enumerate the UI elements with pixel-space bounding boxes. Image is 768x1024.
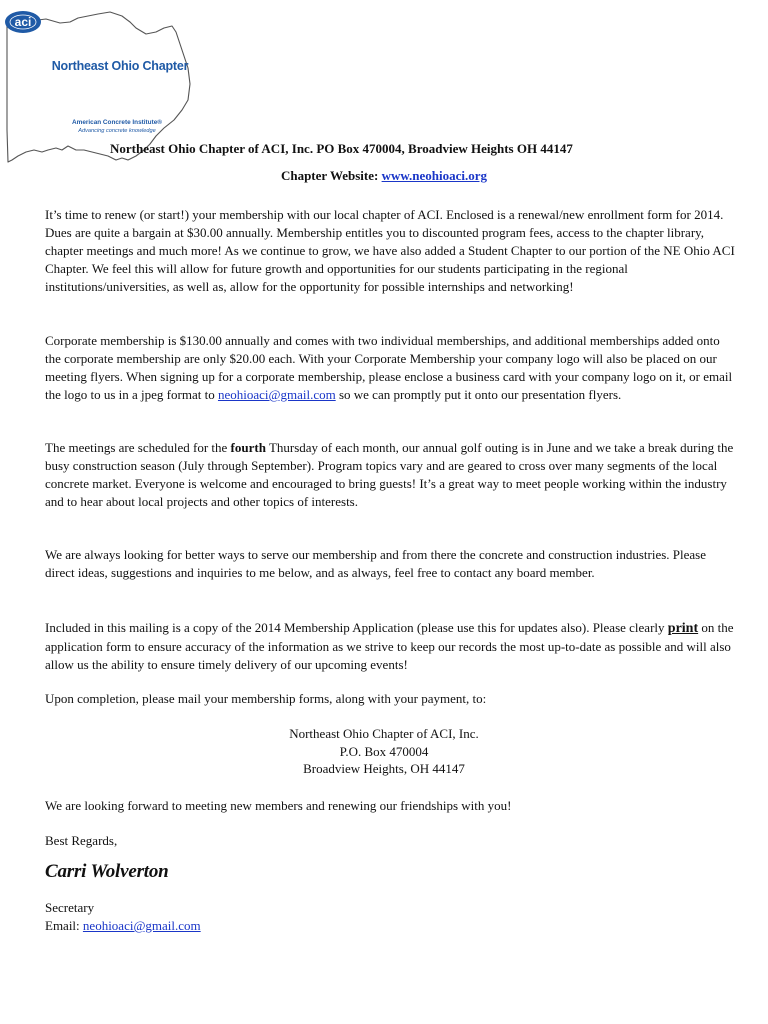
paragraph-meetings — [45, 439, 735, 511]
signer-email-line — [45, 917, 201, 935]
application-rest: on the application form to ensure accuracy of the information as we strive to keep our records the most up-to-date as possible and will also allow us the ability to ensure timely delivery of our upcoming events! — [45, 620, 734, 672]
paragraph-closing: We are looking forward to meeting new members and renewing our friendships with you! — [45, 798, 512, 813]
meetings-rest: Thursday of each month, our annual golf outing is in June and we take a break during the busy construction season (July through September). Program topics vary and are geared to cross over many segments of the local concrete market. Everyone is welcome and encouraged to bring guests! It’s a great way to meet people working within the industry and to hear about local projects and other topics of interests. — [45, 440, 734, 509]
paragraph-mail-instructions: Upon completion, please mail your membership forms, along with your payment, to: — [45, 691, 487, 706]
signer-email-link[interactable]: neohioaci@gmail.com — [82, 918, 201, 933]
email-label: Email: — [45, 918, 83, 933]
paragraph-renewal: It’s time to renew (or start!) your membership with our local chapter of ACI. Enclosed is a renewal/new enrollment form for 2014. Dues are quite a bargain at $30.00 annually. Membership entitles you to discounted program fees, access to the chapter library, chapter meetings and much more! As we continue to grow, we have also added a Student Chapter to our portion of the NE Ohio ACI Chapter. We feel this will allow for future growth and opportunities for our students participating in the regional institutions/universities, as well as, allow for the opportunity for possible internships and networking! — [45, 207, 735, 294]
header-address: Northeast Ohio Chapter of ACI, Inc. PO Box 470004, Broadview Heights OH 44147 — [110, 141, 573, 156]
meetings-fourth: fourth — [230, 440, 266, 455]
mailing-address — [0, 725, 768, 778]
corporate-text: Corporate membership is $130.00 annually and comes with two individual memberships, and additional memberships added onto the corporate membership are only $20.00 each. With your Corporate Membership your company logo will also be placed on our meeting flyers. When signing up for a corporate membership, please enclose a business card with your company logo on it, or email the logo to us in a jpeg format to — [45, 333, 733, 402]
application-start: Included in this mailing is a copy of the 2014 Membership Application (please use this for updates also). Please clearly — [45, 620, 668, 635]
address-line-3: Broadview Heights, OH 44147 — [303, 761, 465, 776]
signer-block — [45, 899, 201, 935]
aci-mark-text: aci — [14, 15, 32, 29]
website-line — [0, 168, 768, 184]
corporate-tail: so we can promptly put it onto our presentation flyers. — [335, 387, 622, 402]
website-link[interactable]: www.neohioaci.org — [381, 168, 488, 183]
application-print: print — [667, 621, 699, 636]
logo-institute: American Concrete Institute® — [72, 119, 162, 126]
paragraph-application — [45, 619, 735, 674]
signature: Carri Wolverton — [45, 861, 169, 882]
logo-chapter-name: Northeast Ohio Chapter — [51, 59, 189, 73]
corporate-email-link[interactable]: neohioaci@gmail.com — [217, 387, 336, 402]
aci-mark-icon — [4, 10, 42, 34]
address-line-2: P.O. Box 470004 — [339, 743, 429, 759]
paragraph-corporate — [45, 332, 735, 404]
website-label: Chapter Website: — [280, 168, 382, 183]
address-line-1: Northeast Ohio Chapter of ACI, Inc. — [289, 726, 479, 741]
signer-title: Secretary — [45, 900, 95, 915]
logo-tagline: Advancing concrete knowledge — [78, 128, 156, 134]
meetings-start: The meetings are scheduled for the — [45, 440, 231, 455]
paragraph-feedback: We are always looking for better ways to serve our membership and from there the concrete and construction industries. Please direct ideas, suggestions and inquiries to me below, and as always, feel free to contact any board member. — [45, 547, 707, 580]
closing-salutation: Best Regards, — [45, 833, 118, 848]
